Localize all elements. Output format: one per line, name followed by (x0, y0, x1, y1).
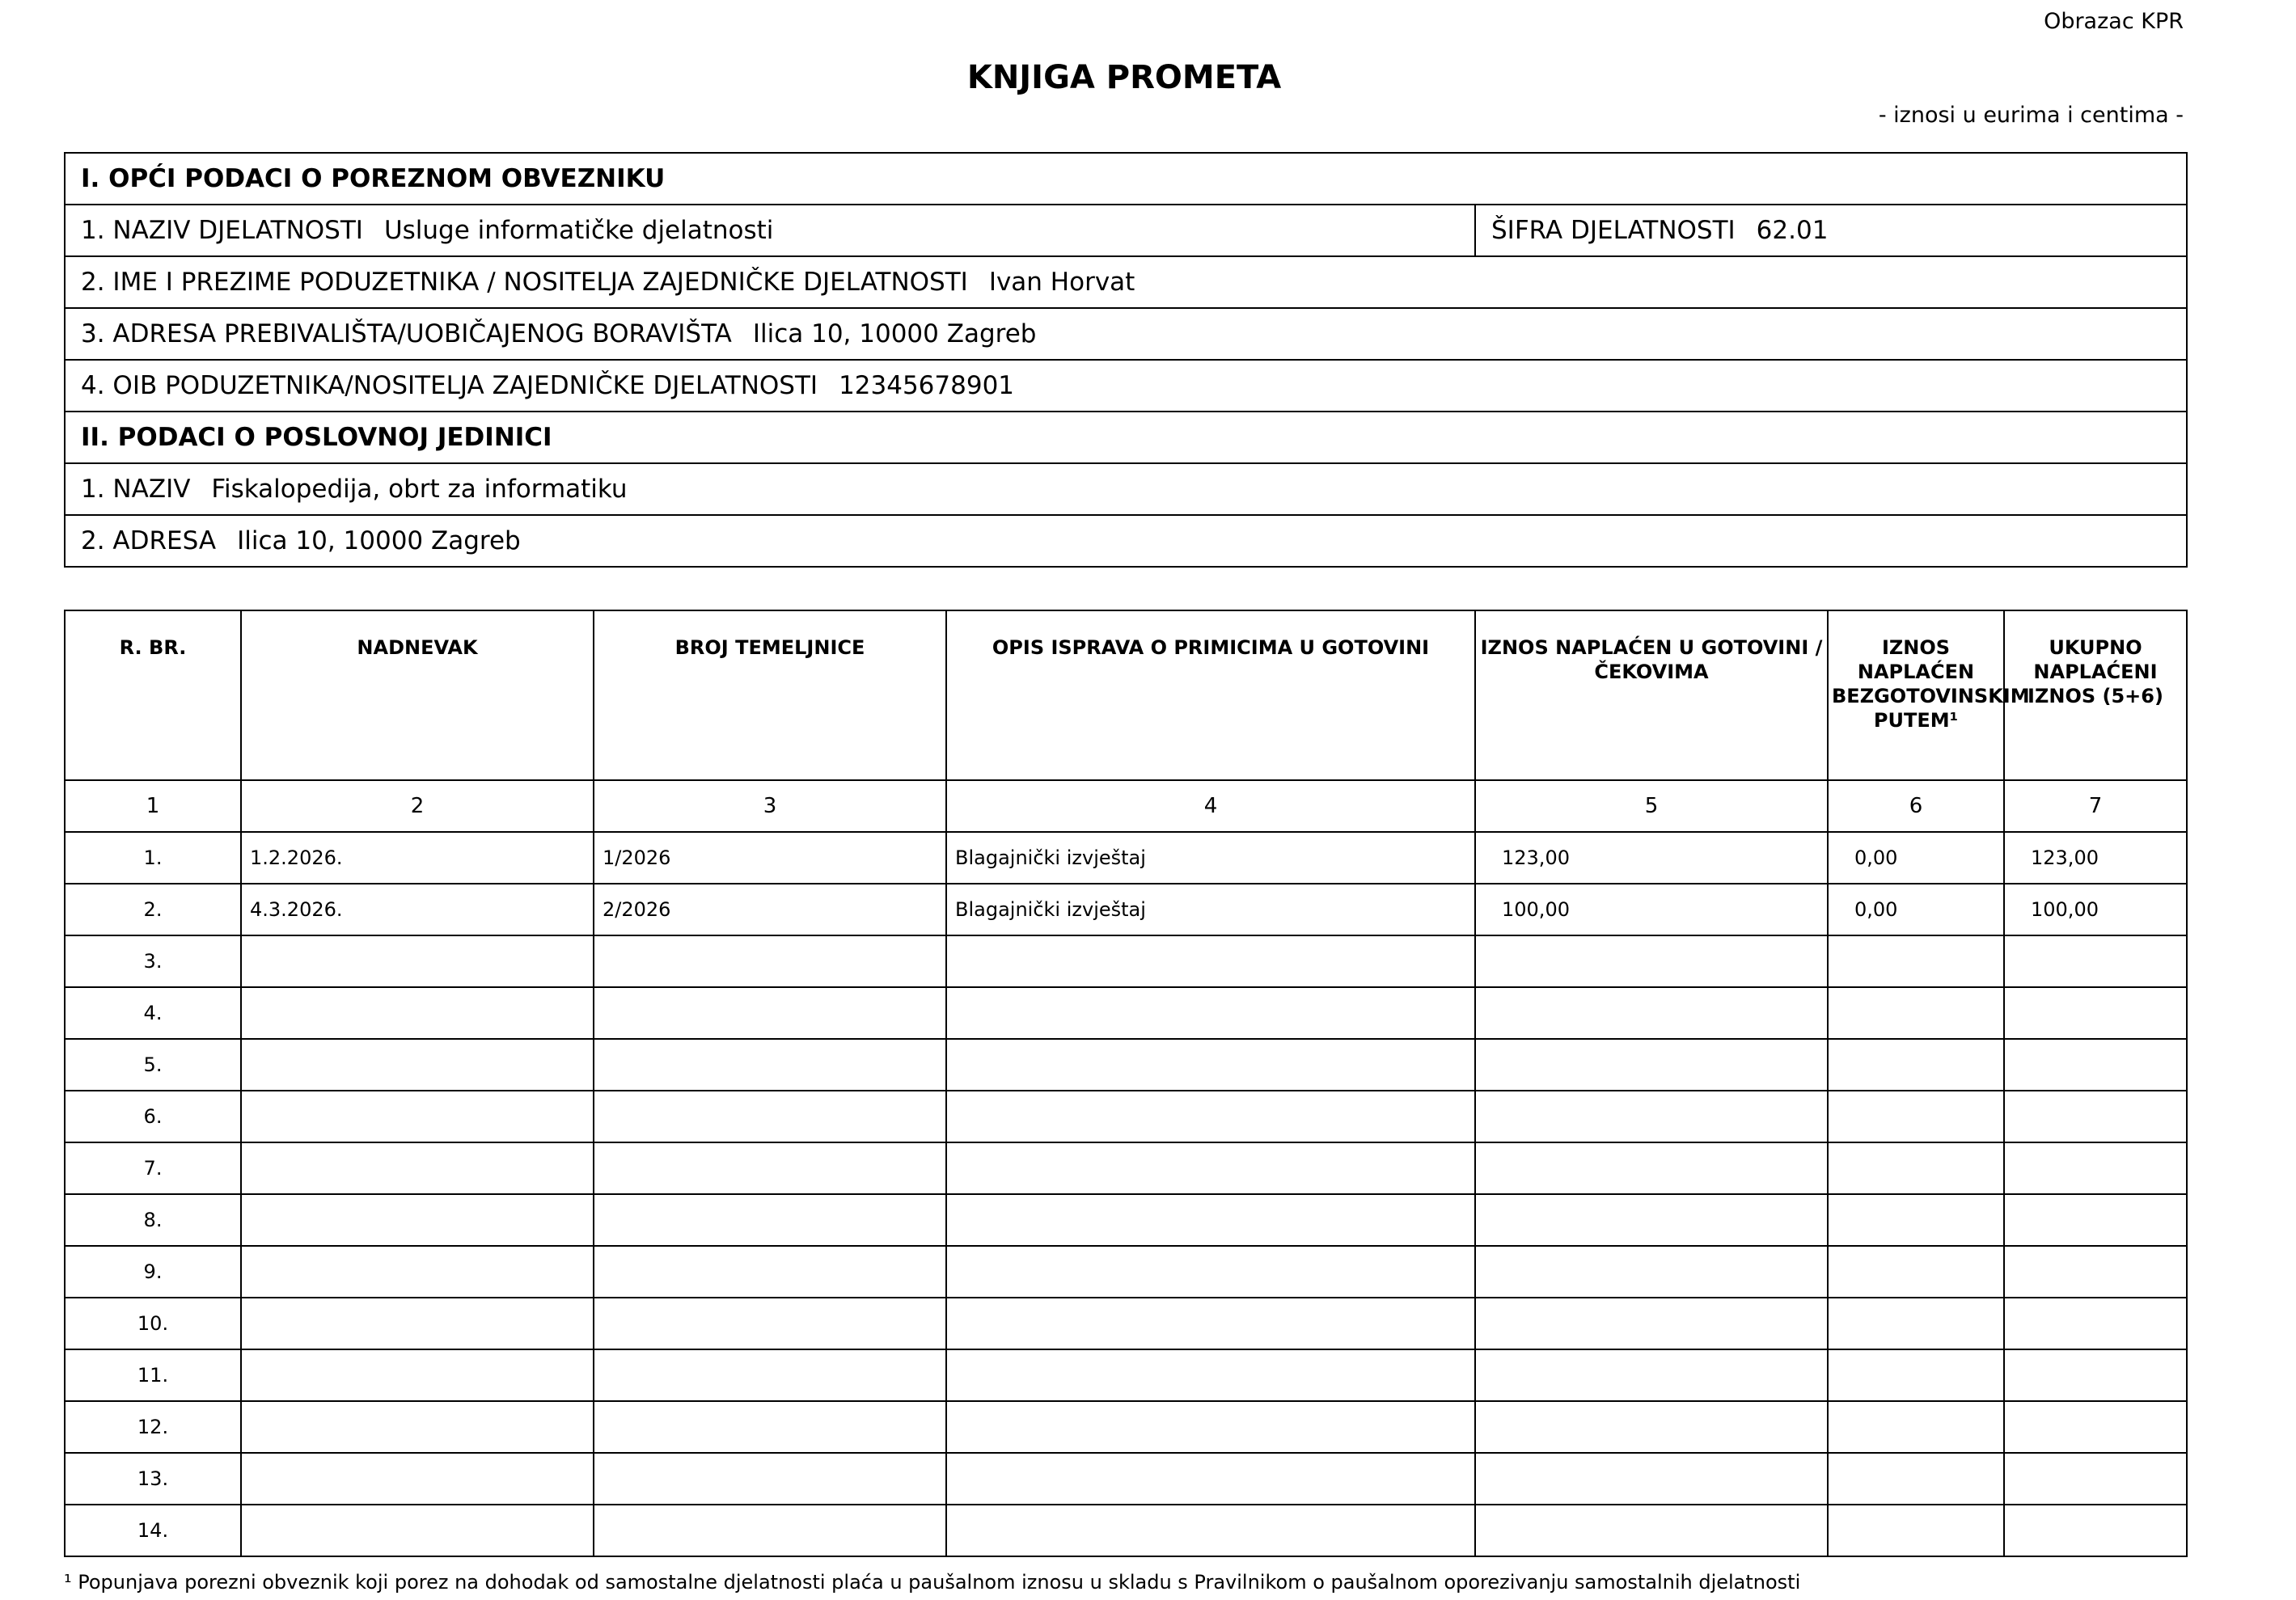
document-number-cell: 2/2026 (594, 884, 946, 935)
document-number-cell (594, 1401, 946, 1453)
header-cash-amount: IZNOS NAPLAĆEN U GOTOVINI / ČEKOVIMA (1475, 610, 1828, 780)
description-cell (946, 1453, 1475, 1505)
noncash-amount-cell (1828, 1453, 2004, 1505)
header-row-number: R. BR. (65, 610, 241, 780)
noncash-amount-cell (1828, 1505, 2004, 1556)
column-number: 7 (2004, 780, 2187, 832)
activity-cell (65, 205, 1475, 256)
cash-amount-cell (1475, 1091, 1828, 1142)
date-cell: 4.3.2026. (241, 884, 594, 935)
unit-name-value: Fiskalopedija, obrt za informatiku (211, 475, 628, 504)
total-amount-cell (2004, 935, 2187, 987)
cash-amount-cell (1475, 987, 1828, 1039)
total-amount-cell (2004, 1349, 2187, 1401)
date-cell (241, 987, 594, 1039)
owner-cell (65, 256, 2187, 308)
table-row (65, 1091, 2187, 1142)
noncash-amount-cell (1828, 1039, 2004, 1091)
total-amount-cell (2004, 1194, 2187, 1246)
table-row (65, 1349, 2187, 1401)
residence-address-cell (65, 308, 2187, 360)
header-description: OPIS ISPRAVA O PRIMICIMA U GOTOVINI (946, 610, 1475, 780)
row-number-cell: 2. (65, 884, 241, 935)
table-row (65, 1142, 2187, 1194)
table-row (65, 832, 2187, 884)
document-number-cell (594, 1246, 946, 1298)
total-amount-cell (2004, 1091, 2187, 1142)
date-cell (241, 1091, 594, 1142)
row-number-cell: 8. (65, 1194, 241, 1246)
table-row (65, 884, 2187, 935)
row-number-cell: 10. (65, 1298, 241, 1349)
column-number: 3 (594, 780, 946, 832)
row-number-cell: 3. (65, 935, 241, 987)
owner-label: 2. IME I PREZIME PODUZETNIKA / NOSITELJA ZAJEDNIČKE DJELATNOSTI (81, 268, 968, 297)
total-amount-cell (2004, 1142, 2187, 1194)
date-cell (241, 1349, 594, 1401)
document-number-cell (594, 1505, 946, 1556)
header-date: NADNEVAK (241, 610, 594, 780)
column-number: 4 (946, 780, 1475, 832)
document-number-cell (594, 1039, 946, 1091)
row-number-cell: 6. (65, 1091, 241, 1142)
date-cell (241, 1298, 594, 1349)
unit-name-label: 1. NAZIV (81, 475, 191, 504)
description-cell (946, 1505, 1475, 1556)
activity-row (65, 205, 2187, 256)
table-row (65, 1039, 2187, 1091)
description-cell (946, 1091, 1475, 1142)
noncash-amount-cell (1828, 935, 2004, 987)
header-document-number: BROJ TEMELJNICE (594, 610, 946, 780)
document-number-cell (594, 1453, 946, 1505)
currency-note: - iznosi u eurima i centima - (1878, 103, 2184, 128)
date-cell (241, 1453, 594, 1505)
noncash-amount-cell (1828, 1091, 2004, 1142)
cash-amount-cell (1475, 1194, 1828, 1246)
noncash-amount-cell (1828, 1401, 2004, 1453)
residence-address-label: 3. ADRESA PREBIVALIŠTA/UOBIČAJENOG BORAVIŠTA (81, 319, 732, 348)
section1-header-row (65, 153, 2187, 205)
row-number-cell: 12. (65, 1401, 241, 1453)
document-number-cell (594, 1194, 946, 1246)
document-number-cell (594, 1142, 946, 1194)
activity-code-value: 62.01 (1756, 216, 1829, 245)
section1-title: I. OPĆI PODACI O POREZNOM OBVEZNIKU (65, 153, 2187, 205)
residence-address-row (65, 308, 2187, 360)
date-cell (241, 1194, 594, 1246)
residence-address-value: Ilica 10, 10000 Zagreb (752, 319, 1037, 348)
oib-cell (65, 360, 2187, 412)
activity-code-cell (1475, 205, 2187, 256)
row-number-cell: 1. (65, 832, 241, 884)
description-cell (946, 1194, 1475, 1246)
total-amount-cell (2004, 1039, 2187, 1091)
section2-title: II. PODACI O POSLOVNOJ JEDINICI (65, 412, 2187, 463)
noncash-amount-cell (1828, 1142, 2004, 1194)
oib-label: 4. OIB PODUZETNIKA/NOSITELJA ZAJEDNIČKE DJELATNOSTI (81, 371, 818, 400)
cash-amount-cell (1475, 1401, 1828, 1453)
date-cell (241, 1142, 594, 1194)
description-cell (946, 1298, 1475, 1349)
total-amount-cell (2004, 1505, 2187, 1556)
document-number-cell (594, 1091, 946, 1142)
date-cell (241, 1505, 594, 1556)
table-row (65, 1453, 2187, 1505)
description-cell (946, 1039, 1475, 1091)
row-number-cell: 14. (65, 1505, 241, 1556)
total-amount-cell: 100,00 (2004, 884, 2187, 935)
date-cell (241, 1401, 594, 1453)
date-cell (241, 1246, 594, 1298)
cash-amount-cell (1475, 1349, 1828, 1401)
total-amount-cell (2004, 987, 2187, 1039)
row-number-cell: 11. (65, 1349, 241, 1401)
activity-code-label: ŠIFRA DJELATNOSTI (1491, 216, 1736, 245)
form-code: Obrazac KPR (2044, 9, 2184, 34)
cash-amount-cell (1475, 1142, 1828, 1194)
row-number-cell: 9. (65, 1246, 241, 1298)
column-number: 1 (65, 780, 241, 832)
noncash-amount-cell: 0,00 (1828, 832, 2004, 884)
unit-address-value: Ilica 10, 10000 Zagreb (237, 526, 521, 555)
date-cell: 1.2.2026. (241, 832, 594, 884)
date-cell (241, 935, 594, 987)
document-number-cell (594, 987, 946, 1039)
owner-row (65, 256, 2187, 308)
total-amount-cell (2004, 1246, 2187, 1298)
activity-value: Usluge informatičke djelatnosti (383, 216, 774, 245)
row-number-cell: 4. (65, 987, 241, 1039)
noncash-amount-cell (1828, 1194, 2004, 1246)
description-cell (946, 1401, 1475, 1453)
noncash-amount-cell (1828, 1349, 2004, 1401)
unit-name-row (65, 463, 2187, 515)
column-number: 6 (1828, 780, 2004, 832)
header-noncash-amount: IZNOS NAPLAĆEN BEZGOTOVINSKIM PUTEM¹ (1828, 610, 2004, 780)
register-header-row (65, 610, 2187, 780)
unit-name-cell (65, 463, 2187, 515)
table-row (65, 935, 2187, 987)
cash-amount-cell: 100,00 (1475, 884, 1828, 935)
document-number-cell (594, 1349, 946, 1401)
noncash-amount-cell (1828, 987, 2004, 1039)
column-number-row (65, 780, 2187, 832)
document-number-cell (594, 935, 946, 987)
noncash-amount-cell (1828, 1298, 2004, 1349)
description-cell (946, 1349, 1475, 1401)
document-number-cell: 1/2026 (594, 832, 946, 884)
total-amount-cell (2004, 1298, 2187, 1349)
cash-amount-cell (1475, 1505, 1828, 1556)
unit-address-row (65, 515, 2187, 567)
row-number-cell: 5. (65, 1039, 241, 1091)
description-cell (946, 935, 1475, 987)
footnote: ¹ Popunjava porezni obveznik koji porez na dohodak od samostalne djelatnosti plaća u paušalnom iznosu u skladu s Pravilnikom o paušalnom oporezivanju samostalnih djelatnosti (64, 1571, 1801, 1594)
owner-value: Ivan Horvat (988, 268, 1135, 297)
column-number: 5 (1475, 780, 1828, 832)
table-row (65, 987, 2187, 1039)
unit-address-cell (65, 515, 2187, 567)
cash-amount-cell (1475, 1453, 1828, 1505)
total-amount-cell (2004, 1453, 2187, 1505)
description-cell (946, 987, 1475, 1039)
document-title: KNJIGA PROMETA (966, 59, 1282, 96)
unit-address-label: 2. ADRESA (81, 526, 217, 555)
column-number: 2 (241, 780, 594, 832)
total-amount-cell (2004, 1401, 2187, 1453)
cash-amount-cell (1475, 1298, 1828, 1349)
description-cell (946, 1246, 1475, 1298)
date-cell (241, 1039, 594, 1091)
description-cell: Blagajnički izvještaj (946, 832, 1475, 884)
cash-amount-cell (1475, 935, 1828, 987)
total-amount-cell: 123,00 (2004, 832, 2187, 884)
register-body (65, 832, 2187, 1556)
description-cell: Blagajnički izvještaj (946, 884, 1475, 935)
table-row (65, 1505, 2187, 1556)
description-cell (946, 1142, 1475, 1194)
activity-label: 1. NAZIV DJELATNOSTI (81, 216, 363, 245)
cash-amount-cell (1475, 1246, 1828, 1298)
document-number-cell (594, 1298, 946, 1349)
row-number-cell: 13. (65, 1453, 241, 1505)
section2-header-row (65, 412, 2187, 463)
turnover-register-table (64, 610, 2188, 1557)
cash-amount-cell (1475, 1039, 1828, 1091)
table-row (65, 1401, 2187, 1453)
taxpayer-info-table (64, 152, 2188, 568)
noncash-amount-cell: 0,00 (1828, 884, 2004, 935)
header-total-amount: UKUPNO NAPLAĆENI IZNOS (5+6) (2004, 610, 2187, 780)
table-row (65, 1298, 2187, 1349)
oib-value: 12345678901 (839, 371, 1015, 400)
table-row (65, 1194, 2187, 1246)
noncash-amount-cell (1828, 1246, 2004, 1298)
row-number-cell: 7. (65, 1142, 241, 1194)
table-row (65, 1246, 2187, 1298)
oib-row (65, 360, 2187, 412)
cash-amount-cell: 123,00 (1475, 832, 1828, 884)
